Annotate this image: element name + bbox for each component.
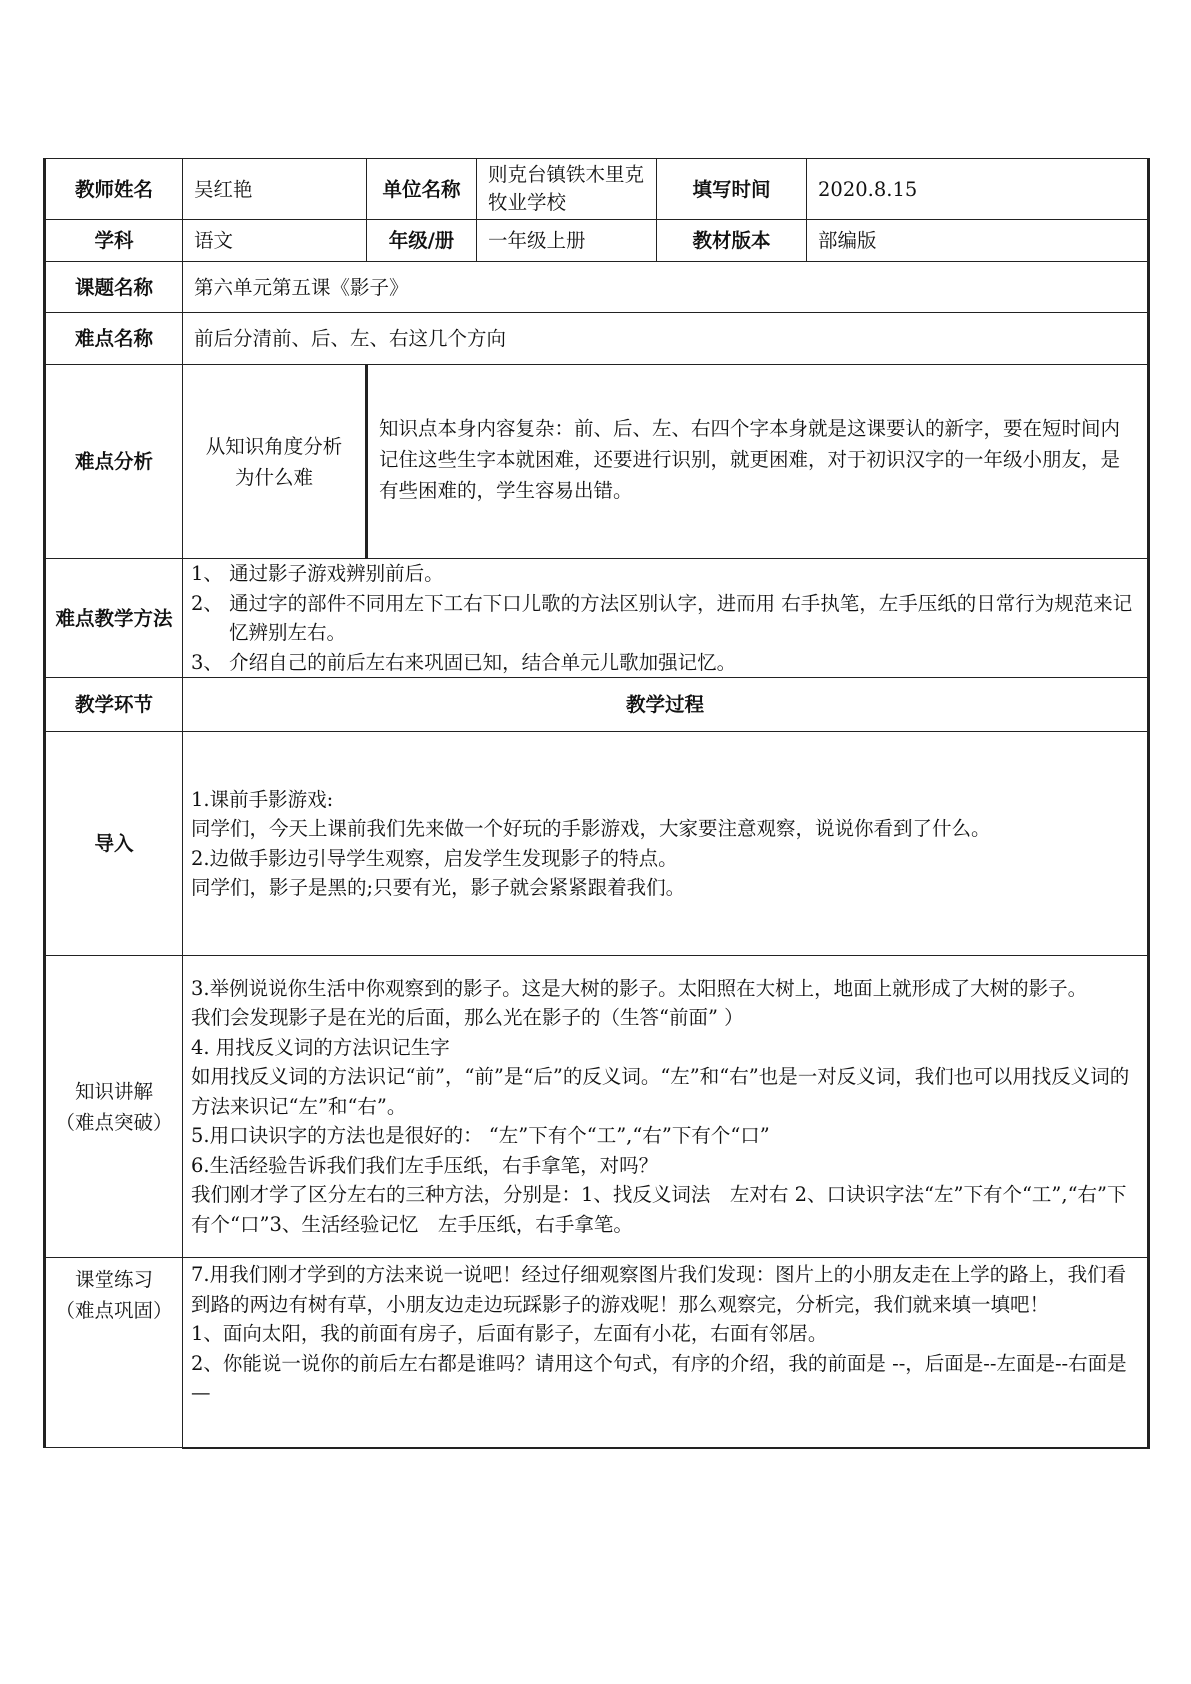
method-list bbox=[183, 559, 1149, 678]
row-process-header bbox=[45, 678, 1149, 732]
edition-label: 教材版本 bbox=[657, 220, 807, 262]
intro-line-4: 同学们，影子是黑的;只要有光，影子就会紧紧跟着我们。 bbox=[191, 876, 686, 899]
knowledge-line-1: 3.举例说说你生活中你观察到的影子。这是大树的影子。太阳照在大树上，地面上就形成了大树的影子。 bbox=[191, 976, 1088, 1000]
knowledge-label bbox=[45, 956, 183, 1258]
practice-line-2: 1、面向太阳，我的前面有房子，后面有影子，左面有小花，右面有邻居。 bbox=[191, 1322, 828, 1345]
analysis-label: 难点分析 bbox=[45, 365, 183, 559]
knowledge-line-2: 我们会发现影子是在光的后面，那么光在影子的（生答“前面” ） bbox=[191, 1006, 744, 1030]
practice-line-1: 7.用我们刚才学到的方法来说一说吧！经过仔细观察图片我们发现：图片上的小朋友走在上学的路上，我们看到路的两边有树有草，小朋友边走边玩踩影子的游戏呢！那么观察完，分析完，我们就来填一填吧！ bbox=[191, 1263, 1127, 1316]
intro-line-1: 1.课前手影游戏: bbox=[191, 787, 334, 811]
knowledge-label-line1: 知识讲解 bbox=[74, 1079, 153, 1103]
teacher-value: 吴红艳 bbox=[183, 159, 367, 220]
intro-line-2: 同学们，今天上课前我们先来做一个好玩的手影游戏，大家要注意观察，说说你看到了什么。 bbox=[191, 817, 991, 840]
date-value: 2020.8.15 bbox=[807, 159, 1149, 220]
knowledge-content bbox=[183, 956, 1149, 1258]
knowledge-label-line2: （难点突破） bbox=[55, 1110, 173, 1134]
method-label: 难点教学方法 bbox=[45, 559, 183, 678]
topic-label: 课题名称 bbox=[45, 262, 183, 313]
date-label: 填写时间 bbox=[657, 159, 807, 220]
process-label: 教学过程 bbox=[183, 678, 1149, 732]
intro-content bbox=[183, 732, 1149, 956]
method-item-2: 2、 通过字的部件不同用左下工右下口儿歌的方法区别认字，进而用 右手执笔，左手压纸的日常行为规范来记忆辨别左右。 bbox=[191, 591, 1133, 644]
subject-value: 语文 bbox=[183, 220, 367, 262]
grade-value: 一年级上册 bbox=[477, 220, 657, 262]
practice-line-3: 2、你能说一说你的前后左右都是谁吗？请用这个句式，有序的介绍，我的前面是 --，后面是--左面是--右面是— bbox=[191, 1351, 1127, 1404]
method-item-1: 1、 通过影子游戏辨别前后。 bbox=[191, 562, 444, 585]
practice-label-line2: （难点巩固） bbox=[55, 1299, 173, 1322]
analysis-value: 知识点本身内容复杂：前、后、左、右四个字本身就是这课要认的新字，要在短时间内记住这些生字本就困难，还要进行识别，就更困难，对于初识汉字的一年级小朋友，是有些困难的，学生容易出错。 bbox=[367, 365, 1149, 559]
row-method bbox=[45, 559, 1149, 678]
practice-label-line1: 课堂练习 bbox=[74, 1268, 153, 1291]
method-item-3: 3、 介绍自己的前后左右来巩固已知，结合单元儿歌加强记忆。 bbox=[191, 650, 737, 674]
unit-value: 则克台镇铁木里克牧业学校 bbox=[477, 159, 657, 220]
row-knowledge bbox=[45, 956, 1149, 1258]
topic-value: 第六单元第五课《影子》 bbox=[183, 262, 1149, 313]
row-difficulty bbox=[45, 313, 1149, 365]
teacher-label: 教师姓名 bbox=[45, 159, 183, 220]
row-teacher bbox=[45, 159, 1149, 220]
knowledge-line-7: 我们刚才学了区分左右的三种方法，分别是：1、找反义词法 左对右 2、口诀识字法“左”下有个“工”,“右”下有个“口”3、生活经验记忆 左手压纸，右手拿笔。 bbox=[191, 1183, 1127, 1236]
intro-line-3: 2.边做手影边引导学生观察，启发学生发现影子的特点。 bbox=[191, 846, 678, 870]
knowledge-line-5: 5.用口诀识字的方法也是很好的： “左”下有个“工”,“右”下有个“口” bbox=[191, 1124, 770, 1148]
difficulty-value: 前后分清前、后、左、右这几个方向 bbox=[183, 313, 1149, 365]
intro-label: 导入 bbox=[45, 732, 183, 956]
grade-label: 年级/册 bbox=[367, 220, 477, 262]
row-analysis bbox=[45, 365, 1149, 559]
row-subject bbox=[45, 220, 1149, 262]
stage-label: 教学环节 bbox=[45, 678, 183, 732]
knowledge-line-3: 4. 用找反义词的方法识记生字 bbox=[191, 1035, 450, 1059]
row-topic bbox=[45, 262, 1149, 313]
row-intro bbox=[45, 732, 1149, 956]
lesson-plan-table bbox=[43, 158, 1150, 1449]
practice-content bbox=[183, 1258, 1149, 1448]
difficulty-label: 难点名称 bbox=[45, 313, 183, 365]
knowledge-line-6: 6.生活经验告诉我们我们左手压纸，右手拿笔，对吗？ bbox=[191, 1153, 659, 1177]
subject-label: 学科 bbox=[45, 220, 183, 262]
unit-label: 单位名称 bbox=[367, 159, 477, 220]
knowledge-line-4: 如用找反义词的方法识记“前”，“前”是“后”的反义词。“左”和“右”也是一对反义词，我们也可以用找反义词的方法来识记“左”和“右”。 bbox=[191, 1065, 1130, 1118]
edition-value: 部编版 bbox=[807, 220, 1149, 262]
analysis-sublabel: 从知识角度分析为什么难 bbox=[183, 365, 367, 559]
row-practice bbox=[45, 1258, 1149, 1448]
practice-label bbox=[45, 1258, 183, 1448]
